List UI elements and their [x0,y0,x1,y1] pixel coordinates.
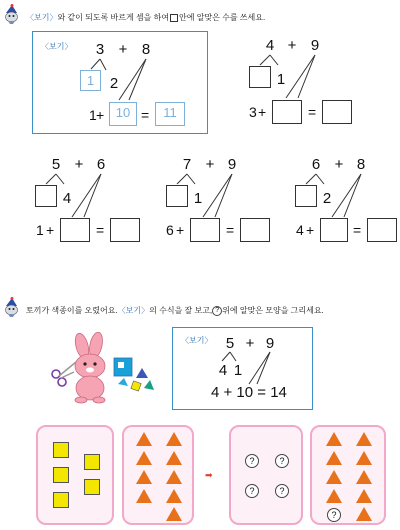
question-circle-icon[interactable]: ? [275,454,289,468]
q1-example-panel [32,31,208,134]
orange-triangle-icon [326,489,342,503]
problem-row-plus: + [258,104,267,120]
problem-row-box-mid[interactable] [190,218,220,242]
orange-triangle-icon [166,451,182,465]
q1-instruction-text-before: 와 같이 되도록 바르게 셈을 하여 [57,13,170,22]
answer-box-icon [170,14,178,22]
rabbit-icon [48,332,160,404]
q2-example-panel [172,327,313,410]
example-row-eq: = [141,107,150,123]
problem-num-a: 7 [182,156,192,173]
problem-row-box-mid[interactable] [272,100,302,124]
problem-op: + [334,156,344,173]
card-squares [36,425,114,525]
q2-instruction [26,305,324,316]
problem-num-b: 8 [356,156,366,173]
problem-row-box-mid[interactable] [60,218,90,242]
question-circle-icon[interactable]: ? [245,454,259,468]
problem-row-left: 3 [249,104,257,120]
orange-triangle-icon [136,451,152,465]
problem-row-box-result[interactable] [110,218,140,242]
rabbit-illustration [48,332,160,404]
orange-triangle-icon [136,470,152,484]
problem-op: + [74,156,84,173]
problem-num-b: 6 [96,156,106,173]
orange-triangle-icon [356,507,372,521]
question-circle-symbol: ? [215,306,220,314]
problem-row-left: 4 [296,222,304,238]
q1-mascot-icon [2,4,22,29]
q1-problem-4 [294,157,400,247]
question-circle-icon [212,306,222,316]
orange-triangle-icon [136,489,152,503]
orange-triangle-icon [356,451,372,465]
q2-instruction-tag: 〈보기〉 [117,306,150,315]
problem-num-b: 9 [227,156,237,173]
problem-row-eq: = [226,222,235,238]
q2-example-split-left: 4 [218,362,228,379]
problem-row-eq: = [96,222,105,238]
problem-row-left: 6 [166,222,174,238]
problem-split-box[interactable] [166,185,188,207]
q2-mascot-icon [2,297,22,322]
card-questions [229,425,303,525]
example-num-b: 8 [141,41,151,58]
problem-split-rest: 1 [193,190,203,207]
q2-instruction-text-mid: 의 수식을 잘 보고, [149,306,213,315]
example-row-mid-value: 10 [115,105,131,120]
q1-example-tag: 〈보기〉 [41,42,73,51]
q1-instruction-tag: 〈보기〉 [26,13,58,22]
problem-row-plus: + [306,222,315,238]
orange-triangle-icon [326,470,342,484]
q1-instruction [26,12,265,23]
question-circle-icon[interactable]: ? [275,484,289,498]
problem-row-box-result[interactable] [322,100,352,124]
q2-instruction-text-after: 위에 알맞은 모양을 그리세요. [222,306,324,315]
q1-problem-2 [34,157,144,247]
orange-triangle-icon [326,451,342,465]
orange-triangle-icon [356,470,372,484]
q1-instruction-text-after: 안에 알맞은 수를 쓰세요. [179,13,266,22]
card-triangles-1 [122,425,194,525]
orange-triangle-icon [166,489,182,503]
question-circle-icon[interactable]: ? [327,508,341,522]
problem-num-a: 5 [51,156,61,173]
problem-split-box[interactable] [35,185,57,207]
q2-example-tag: 〈보기〉 [181,336,213,345]
problem-op: + [287,37,297,54]
example-row-box-mid [109,102,137,126]
yellow-square-icon [53,492,69,508]
problem-split-rest: 2 [322,190,332,207]
question-circle-icon[interactable]: ? [245,484,259,498]
problem-split-box[interactable] [295,185,317,207]
q2-example-split-right: 1 [233,362,243,379]
orange-triangle-icon [356,489,372,503]
q2-example-num-a: 5 [225,335,235,352]
problem-num-b: 9 [310,37,320,54]
problem-row-eq: = [353,222,362,238]
q2-instruction-text-before: 토끼가 색종이를 오렸어요. [26,306,118,315]
problem-row-box-result[interactable] [367,218,397,242]
yellow-square-icon [84,454,100,470]
orange-triangle-icon [166,507,182,521]
example-split-box-value: 1 [86,73,95,88]
problem-num-a: 4 [265,37,275,54]
orange-triangle-icon [166,432,182,446]
q2-example-row: 4 + 10 = 14 [211,384,287,401]
problem-op: + [205,156,215,173]
card-triangles-2 [310,425,386,525]
q2-example-num-b: 9 [265,335,275,352]
problem-num-a: 6 [311,156,321,173]
right-arrow-icon: ➡ [205,470,213,480]
problem-row-box-result[interactable] [240,218,270,242]
problem-row-box-mid[interactable] [320,218,348,242]
problem-split-box[interactable] [249,66,271,88]
problem-split-rest: 1 [276,71,286,88]
example-row-left: 1 [89,107,97,123]
problem-row-left: 1 [36,222,44,238]
example-split-rest: 2 [109,75,119,92]
orange-triangle-icon [166,470,182,484]
example-op: + [118,41,128,58]
example-split-box [80,70,101,91]
problem-row-plus: + [176,222,185,238]
problem-split-rest: 4 [62,190,72,207]
q1-problem-3 [164,157,274,247]
example-row-result-value: 11 [163,105,177,120]
yellow-square-icon [84,479,100,495]
yellow-square-icon [53,442,69,458]
example-row-box-result [155,102,185,126]
orange-triangle-icon [356,432,372,446]
orange-triangle-icon [136,432,152,446]
orange-triangle-icon [326,432,342,446]
example-row-plus: + [96,107,105,123]
problem-row-plus: + [46,222,55,238]
problem-row-eq: = [308,104,317,120]
example-num-a: 3 [95,41,105,58]
q2-example-op: + [245,335,255,352]
q1-problem-1 [246,38,356,128]
yellow-square-icon [53,467,69,483]
